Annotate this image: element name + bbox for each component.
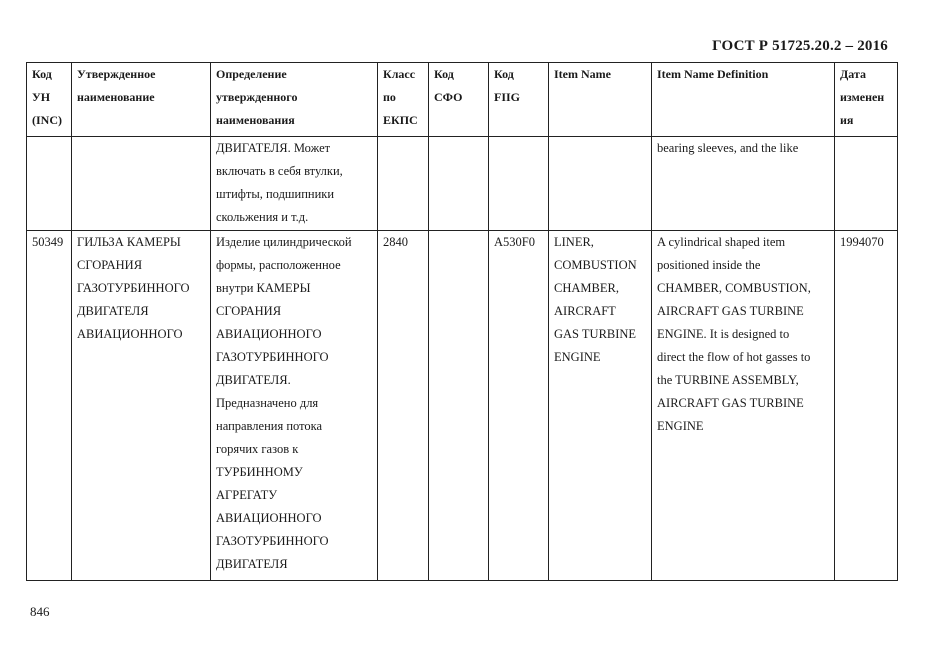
table-cell: A530F0 [489, 231, 549, 581]
table-cell [429, 137, 489, 231]
table-row [27, 231, 898, 581]
col-header-approved-name: Утвержденное наименование [72, 63, 211, 137]
table-row [27, 137, 898, 231]
table-cell [429, 231, 489, 581]
table-cell [27, 137, 72, 231]
document-code: ГОСТ Р 51725.20.2 – 2016 [712, 38, 888, 54]
table-cell: LINER, COMBUSTION CHAMBER, AIRCRAFT GAS TURBINE ENGINE [549, 231, 652, 581]
table-cell [72, 137, 211, 231]
col-header-item-definition: Item Name Definition [652, 63, 835, 137]
table-cell: ДВИГАТЕЛЯ. Может включать в себя втулки, штифты, подшипники скольжения и т.д. [211, 137, 378, 231]
table-cell: bearing sleeves, and the like [652, 137, 835, 231]
col-header-definition: Определение утвержденного наименования [211, 63, 378, 137]
col-header-fiig-code: Код FIIG [489, 63, 549, 137]
col-header-item-name: Item Name [549, 63, 652, 137]
item-name-table [26, 62, 898, 581]
table-header-row [27, 63, 898, 137]
table-cell: 50349 [27, 231, 72, 581]
page-number: 846 [30, 604, 50, 619]
table-cell: Изделие цилиндрической формы, расположенное внутри КАМЕРЫ СГОРАНИЯ АВИАЦИОННОГО ГАЗОТУРБИННОГО ДВИГАТЕЛЯ. Предназначено для направления потока горячих газов к ТУРБИННОМУ АГРЕГАТУ АВИАЦИОННОГО ГАЗОТУРБИННОГО ДВИГАТЕЛЯ [211, 231, 378, 581]
table-cell [489, 137, 549, 231]
col-header-class: Класс по ЕКПС [378, 63, 429, 137]
table-cell [835, 137, 898, 231]
table-cell [549, 137, 652, 231]
table-cell [378, 137, 429, 231]
col-header-code-inc: Код УН (INC) [27, 63, 72, 137]
col-header-sfo-code: Код СФО [429, 63, 489, 137]
table-cell: 2840 [378, 231, 429, 581]
table-cell: 1994070 [835, 231, 898, 581]
table-cell: ГИЛЬЗА КАМЕРЫ СГОРАНИЯ ГАЗОТУРБИННОГО ДВИГАТЕЛЯ АВИАЦИОННОГО [72, 231, 211, 581]
col-header-change-date: Дата изменен ия [835, 63, 898, 137]
table-cell: A cylindrical shaped item positioned inside the CHAMBER, COMBUSTION, AIRCRAFT GAS TURBINE ENGINE. It is designed to direct the flow of hot gasses to the TURBINE ASSEMBLY, AIRCRAFT GAS TURBINE ENGINE [652, 231, 835, 581]
